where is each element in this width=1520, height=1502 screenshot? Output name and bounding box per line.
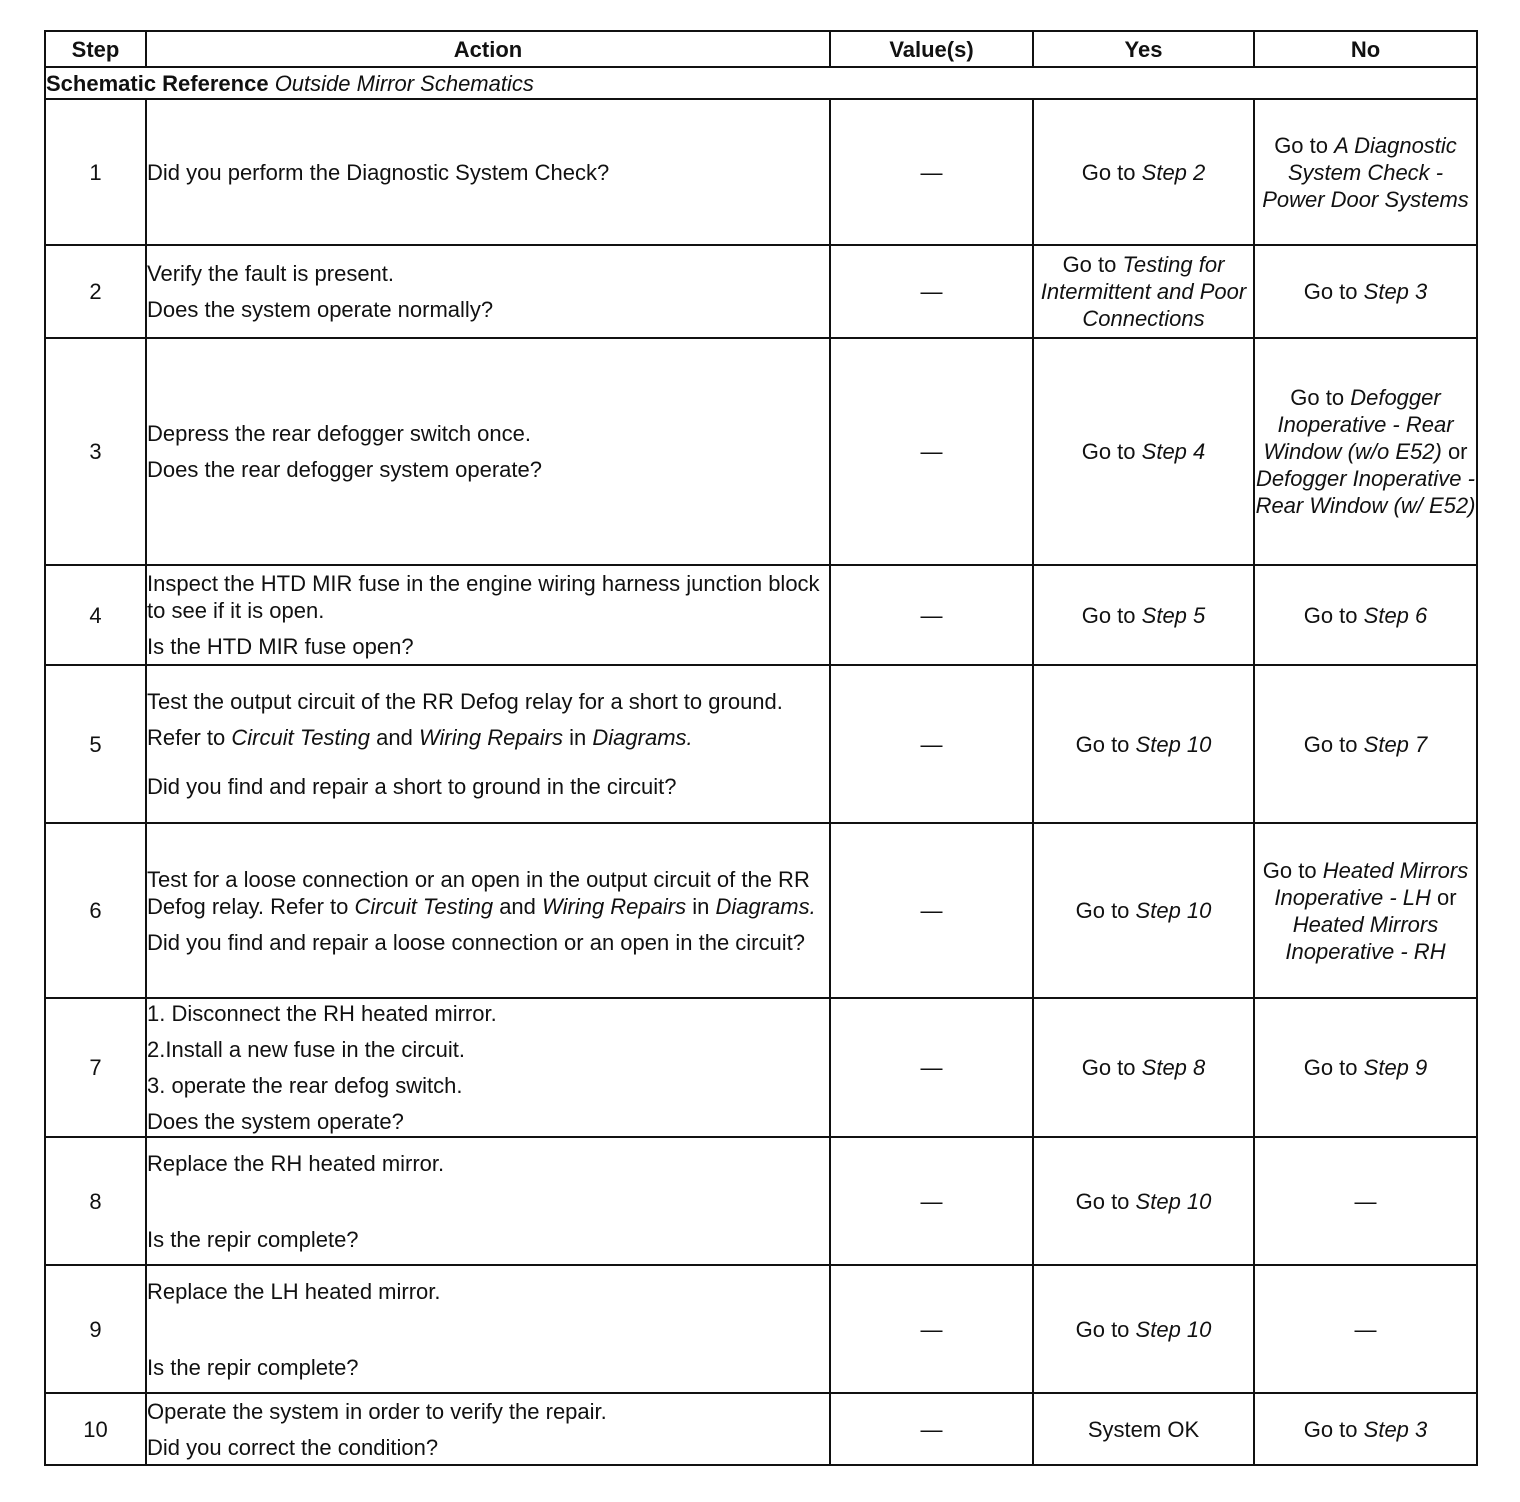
header-yes: Yes (1033, 31, 1254, 67)
goto-label: Go to (1290, 385, 1345, 410)
goto-label: Go to (1075, 1188, 1130, 1214)
no-ref: Step 9 (1363, 1055, 1428, 1080)
value-cell: — (830, 998, 1033, 1137)
value-cell: — (830, 338, 1033, 565)
table-row (45, 99, 1477, 245)
ref-circuit-testing: Circuit Testing (231, 725, 370, 750)
no-ref: Step 3 (1363, 1416, 1428, 1442)
step-number: 2 (45, 245, 146, 338)
no-ref: Defogger Inoperative - Rear Window (w/ E52) (1255, 466, 1476, 518)
table-row (45, 1265, 1477, 1393)
goto-label: Go to (1075, 731, 1130, 757)
step-number: 7 (45, 998, 146, 1137)
ref-circuit-testing: Circuit Testing (354, 893, 494, 919)
action-text: Operate the system in order to verify the repair. (147, 1398, 607, 1424)
action-question: Does the system operate? (147, 1109, 404, 1134)
action-question: Does the rear defogger system operate? (147, 457, 543, 482)
goto-label: Go to (1081, 439, 1136, 464)
goto-label: Go to (1303, 1055, 1358, 1080)
no-cell (1254, 823, 1477, 998)
action-cell (146, 1393, 830, 1465)
step-number: 6 (45, 823, 146, 998)
text-fragment: and (376, 725, 413, 750)
yes-cell (1033, 99, 1254, 245)
schematic-ref: Outside Mirror Schematics (274, 70, 534, 96)
no-cell: — (1254, 1265, 1477, 1393)
table-row (45, 565, 1477, 665)
yes-cell (1033, 1265, 1254, 1393)
schematic-reference (45, 67, 1477, 99)
schematic-reference-row (45, 67, 1477, 99)
yes-cell (1033, 565, 1254, 665)
action-text: Depress the rear defogger switch once. (147, 421, 531, 446)
table-row (45, 1393, 1477, 1465)
yes-ref: Step 10 (1135, 731, 1212, 757)
table-row (45, 998, 1477, 1137)
value-cell: — (830, 245, 1033, 338)
yes-ref: Step 10 (1135, 1316, 1212, 1342)
no-cell (1254, 338, 1477, 565)
no-cell (1254, 1393, 1477, 1465)
no-cell: — (1254, 1137, 1477, 1265)
goto-label: Go to (1262, 857, 1317, 883)
action-question: Did you find and repair a loose connection or an open in the circuit? (147, 929, 805, 955)
or-label: or (1437, 884, 1457, 910)
yes-cell (1033, 665, 1254, 823)
header-row (45, 31, 1477, 67)
goto-label: Go to (1081, 159, 1136, 185)
yes-ref: Step 4 (1141, 439, 1206, 464)
value-cell: — (830, 99, 1033, 245)
action-cell (146, 1137, 830, 1265)
step-number: 4 (45, 565, 146, 665)
action-question: Is the HTD MIR fuse open? (147, 634, 414, 659)
header-action: Action (146, 31, 830, 67)
value-cell: — (830, 565, 1033, 665)
yes-ref: Step 5 (1141, 602, 1206, 628)
action-question: Did you find and repair a short to ground in the circuit? (147, 774, 677, 799)
diagnostic-table (44, 30, 1478, 1466)
value-cell: — (830, 1393, 1033, 1465)
step-number: 10 (45, 1393, 146, 1465)
no-cell (1254, 998, 1477, 1137)
yes-ref: Testing for Intermittent and Poor Connections (1040, 252, 1247, 331)
goto-label: Go to (1303, 602, 1358, 628)
goto-label: Go to (1081, 602, 1136, 628)
action-question: Does the system operate normally? (147, 297, 494, 322)
action-cell (146, 998, 830, 1137)
step-number: 3 (45, 338, 146, 565)
yes-cell (1033, 1137, 1254, 1265)
action-cell (146, 245, 830, 338)
value-cell: — (830, 1265, 1033, 1393)
action-cell (146, 823, 830, 998)
action-cell (146, 99, 830, 245)
goto-label: Go to (1075, 898, 1130, 923)
value-cell: — (830, 665, 1033, 823)
no-ref: Heated Mirrors Inoperative - RH (1285, 911, 1446, 964)
text-fragment: and (499, 893, 536, 919)
goto-label: Go to (1303, 731, 1358, 757)
action-question: Is the repir complete? (147, 1226, 359, 1252)
no-cell (1254, 665, 1477, 823)
no-ref: Defogger Inoperative - Rear Window (w/o E52) (1263, 385, 1454, 464)
no-cell (1254, 99, 1477, 245)
schematic-label: Schematic Reference (46, 70, 269, 96)
value-cell: — (830, 1137, 1033, 1265)
no-ref: Step 3 (1363, 279, 1428, 304)
goto-label: Go to (1303, 1416, 1358, 1442)
action-cell (146, 338, 830, 565)
yes-cell (1033, 338, 1254, 565)
goto-label: Go to (1062, 252, 1117, 277)
no-cell (1254, 565, 1477, 665)
ref-wiring-repairs: Wiring Repairs (418, 725, 564, 750)
ref-wiring-repairs: Wiring Repairs (542, 893, 687, 919)
step-number: 9 (45, 1265, 146, 1393)
goto-label: Go to (1075, 1316, 1130, 1342)
yes-cell (1033, 823, 1254, 998)
action-cell (146, 665, 830, 823)
step-number: 5 (45, 665, 146, 823)
yes-ref: Step 8 (1141, 1055, 1206, 1080)
no-cell (1254, 245, 1477, 338)
yes-ref: Step 10 (1135, 1188, 1212, 1214)
no-ref: A Diagnostic System Check - Power Door Systems (1262, 132, 1469, 212)
action-text: Verify the fault is present. (147, 261, 395, 286)
action-text (147, 866, 829, 920)
yes-ref: Step 10 (1135, 898, 1212, 923)
action-cell (146, 1265, 830, 1393)
action-text: 2.Install a new fuse in the circuit. (147, 1037, 465, 1062)
table-row (45, 823, 1477, 998)
yes-cell (1033, 245, 1254, 338)
goto-label: Go to (1274, 132, 1328, 158)
step-number: 8 (45, 1137, 146, 1265)
action-text: 3. operate the rear defog switch. (147, 1073, 463, 1098)
header-step: Step (45, 31, 146, 67)
action-text: Replace the LH heated mirror. (147, 1278, 441, 1304)
ref-diagrams: Diagrams. (592, 725, 693, 750)
no-ref: Step 7 (1363, 731, 1428, 757)
header-values: Value(s) (830, 31, 1033, 67)
table-row (45, 665, 1477, 823)
yes-cell (1033, 998, 1254, 1137)
header-no: No (1254, 31, 1477, 67)
value-cell: — (830, 823, 1033, 998)
action-question: Did you correct the condition? (147, 1434, 439, 1460)
yes-cell: System OK (1033, 1393, 1254, 1465)
text-fragment: Test for a loose connection or an open in the output circuit of the RR Defog relay. Refer to (147, 866, 810, 919)
text-fragment: in (692, 893, 710, 919)
action-text: Did you perform the Diagnostic System Check? (147, 159, 610, 185)
text-fragment: Refer to (147, 725, 226, 750)
table-row (45, 338, 1477, 565)
text-fragment: in (569, 725, 587, 750)
table-row (45, 245, 1477, 338)
goto-label: Go to (1081, 1055, 1136, 1080)
action-text: 1. Disconnect the RH heated mirror. (147, 1001, 497, 1026)
action-text: Test the output circuit of the RR Defog relay for a short to ground. (147, 689, 783, 714)
ref-diagrams: Diagrams. (715, 893, 816, 919)
no-ref: Step 6 (1363, 602, 1428, 628)
action-text: Inspect the HTD MIR fuse in the engine wiring harness junction block to see if it is open. (147, 571, 820, 623)
yes-ref: Step 2 (1141, 159, 1206, 185)
or-label: or (1447, 439, 1468, 464)
action-text: Replace the RH heated mirror. (147, 1150, 445, 1176)
goto-label: Go to (1303, 279, 1358, 304)
table-row (45, 1137, 1477, 1265)
step-number: 1 (45, 99, 146, 245)
action-cell (146, 565, 830, 665)
no-ref: Heated Mirrors Inoperative - LH (1274, 857, 1469, 910)
action-question: Is the repir complete? (147, 1354, 359, 1380)
action-reference (147, 724, 829, 751)
